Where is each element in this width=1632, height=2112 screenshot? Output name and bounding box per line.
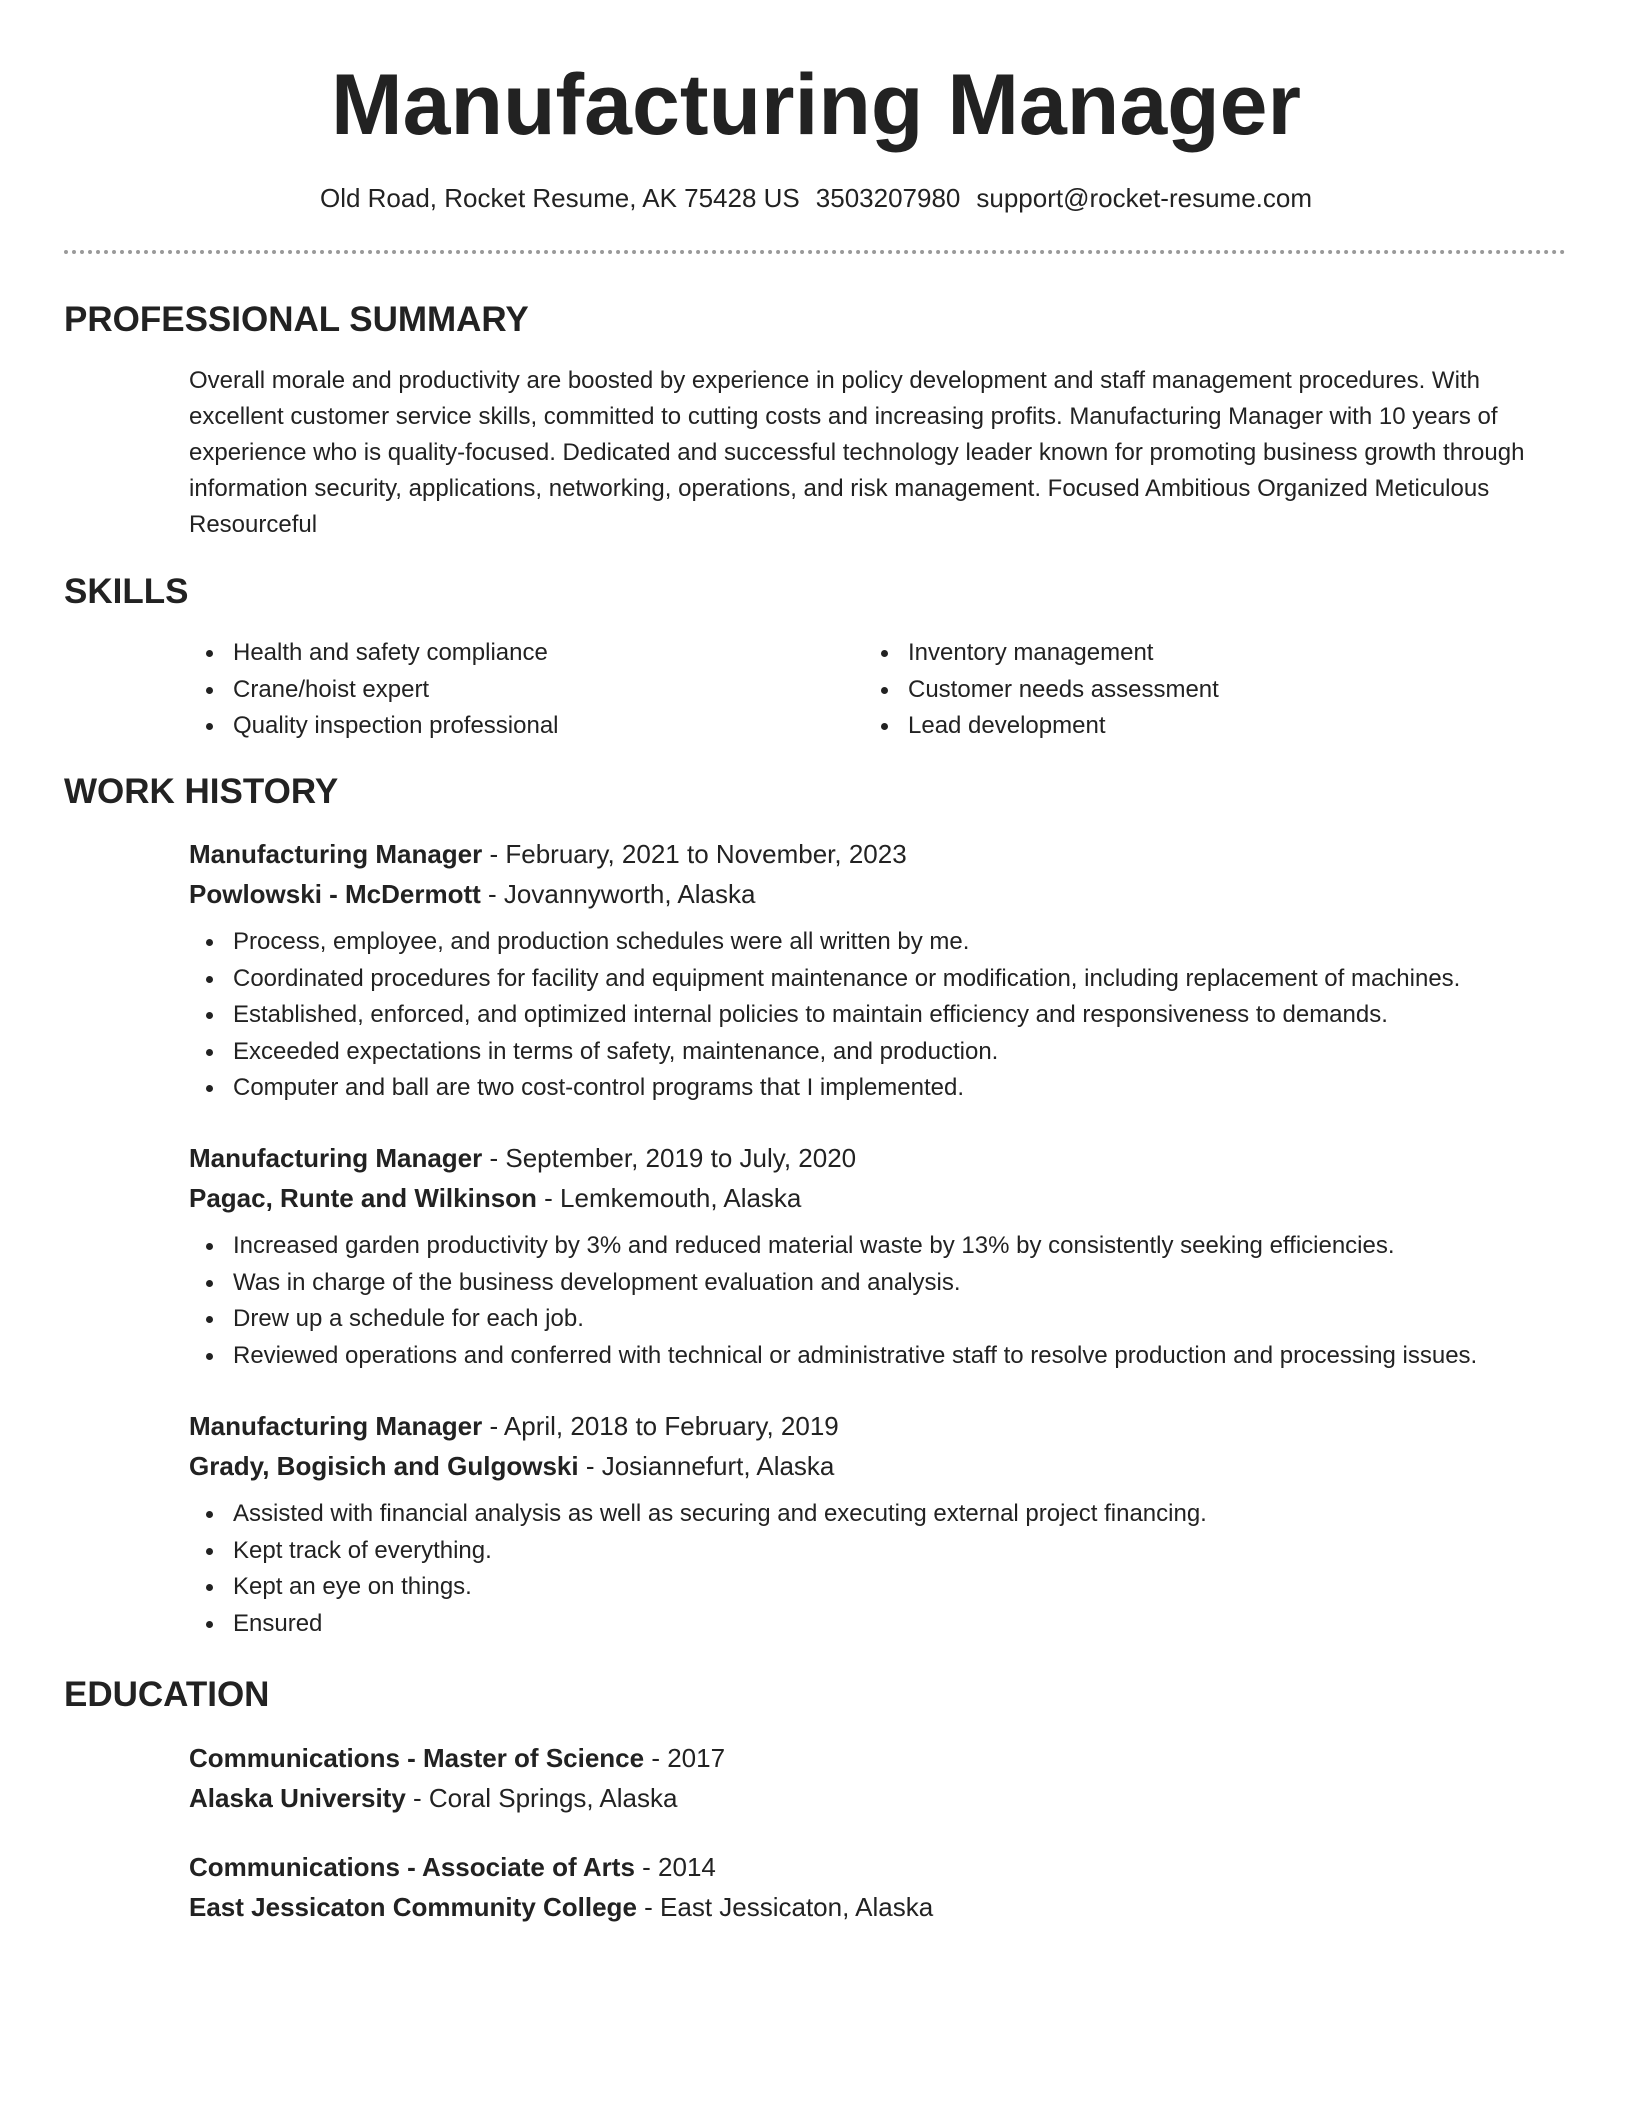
job-entry: [189, 1138, 1566, 1374]
job-bullet: Assisted with financial analysis as well as securing and executing external project financing.: [189, 1496, 1566, 1533]
job-bullet: Process, employee, and production schedules were all written by me.: [189, 924, 1566, 961]
job-bullet: Drew up a schedule for each job.: [189, 1301, 1566, 1338]
work-history-heading: WORK HISTORY: [64, 772, 339, 811]
contact-email[interactable]: support@rocket-resume.com: [976, 183, 1313, 213]
job-bullet: Increased garden productivity by 3% and reduced material waste by 13% by consistently seeking efficiencies.: [189, 1228, 1566, 1265]
skill-item: Inventory management: [864, 635, 1524, 672]
education-year: - 2017: [644, 1743, 726, 1773]
job-location: - Lemkemouth, Alaska: [536, 1183, 802, 1213]
education-school: Alaska University: [189, 1783, 406, 1813]
job-bullet: Established, enforced, and optimized internal policies to maintain efficiency and responsiveness to demands.: [189, 997, 1566, 1034]
job-company-line: [189, 874, 1566, 914]
summary-text: Overall morale and productivity are boosted by experience in policy development and staff management procedures. With excellent customer service skills, committed to cutting costs and increasing profits. Manufacturing Manager with 10 years of experience who is quality-focused. Dedicated and successful technology leader known for promoting business growth through information security, applications, networking, operations, and risk management. Focused Ambitious Organized Meticulous Resourceful: [189, 367, 1525, 538]
education-degree-line: [189, 1847, 1566, 1887]
header-divider: [64, 250, 1566, 254]
job-bullet: Ensured: [189, 1606, 1566, 1643]
contact-line: [0, 180, 1632, 216]
job-bullet: Exceeded expectations in terms of safety, maintenance, and production.: [189, 1034, 1566, 1071]
education-degree-line: [189, 1738, 1566, 1778]
job-role: Manufacturing Manager: [189, 1143, 483, 1173]
job-dates: - September, 2019 to July, 2020: [482, 1143, 857, 1173]
skills-heading: SKILLS: [64, 572, 189, 611]
contact-address: Old Road, Rocket Resume, AK 75428 US: [319, 183, 800, 213]
education-year: - 2014: [634, 1852, 716, 1882]
job-bullet: Computer and ball are two cost-control programs that I implemented.: [189, 1070, 1566, 1107]
job-entry: [189, 1406, 1566, 1642]
job-company: Pagac, Runte and Wilkinson: [189, 1183, 537, 1213]
job-bullet: Was in charge of the business development evaluation and analysis.: [189, 1265, 1566, 1302]
job-company-line: [189, 1178, 1566, 1218]
education-degree: Communications - Associate of Arts: [189, 1852, 635, 1882]
job-company: Powlowski - McDermott: [189, 879, 481, 909]
job-entry: [189, 834, 1566, 1107]
education-school-line: [189, 1778, 1566, 1818]
job-dates: - February, 2021 to November, 2023: [482, 839, 907, 869]
job-title-line: [189, 834, 1566, 874]
job-company-line: [189, 1446, 1566, 1486]
skill-item: Lead development: [864, 708, 1524, 745]
job-bullet: Kept track of everything.: [189, 1533, 1566, 1570]
education-entry: [189, 1847, 1566, 1927]
education-degree: Communications - Master of Science: [189, 1743, 645, 1773]
job-location: - Josiannefurt, Alaska: [578, 1451, 835, 1481]
skills-left-column: [189, 635, 849, 745]
job-company: Grady, Bogisich and Gulgowski: [189, 1451, 579, 1481]
job-title-line: [189, 1138, 1566, 1178]
job-location: - Jovannyworth, Alaska: [480, 879, 756, 909]
summary-heading: PROFESSIONAL SUMMARY: [64, 300, 529, 339]
job-bullet: Kept an eye on things.: [189, 1569, 1566, 1606]
job-role: Manufacturing Manager: [189, 839, 483, 869]
job-role: Manufacturing Manager: [189, 1411, 483, 1441]
education-heading: EDUCATION: [64, 1675, 270, 1714]
job-bullet: Coordinated procedures for facility and equipment maintenance or modification, including replacement of machines.: [189, 961, 1566, 998]
job-title-line: [189, 1406, 1566, 1446]
education-entry: [189, 1738, 1566, 1818]
education-school: East Jessicaton Community College: [189, 1892, 637, 1922]
job-dates: - April, 2018 to February, 2019: [482, 1411, 839, 1441]
education-location: - East Jessicaton, Alaska: [636, 1892, 934, 1922]
candidate-name: Manufacturing Manager: [331, 57, 1301, 153]
skill-item: Crane/hoist expert: [189, 672, 849, 709]
contact-phone: 3503207980: [815, 183, 961, 213]
skill-item: Health and safety compliance: [189, 635, 849, 672]
skill-item: Quality inspection professional: [189, 708, 849, 745]
job-bullet: Reviewed operations and conferred with technical or administrative staff to resolve production and processing issues.: [189, 1338, 1566, 1375]
skills-right-column: [864, 635, 1524, 745]
skill-item: Customer needs assessment: [864, 672, 1524, 709]
education-school-line: [189, 1887, 1566, 1927]
education-location: - Coral Springs, Alaska: [405, 1783, 678, 1813]
